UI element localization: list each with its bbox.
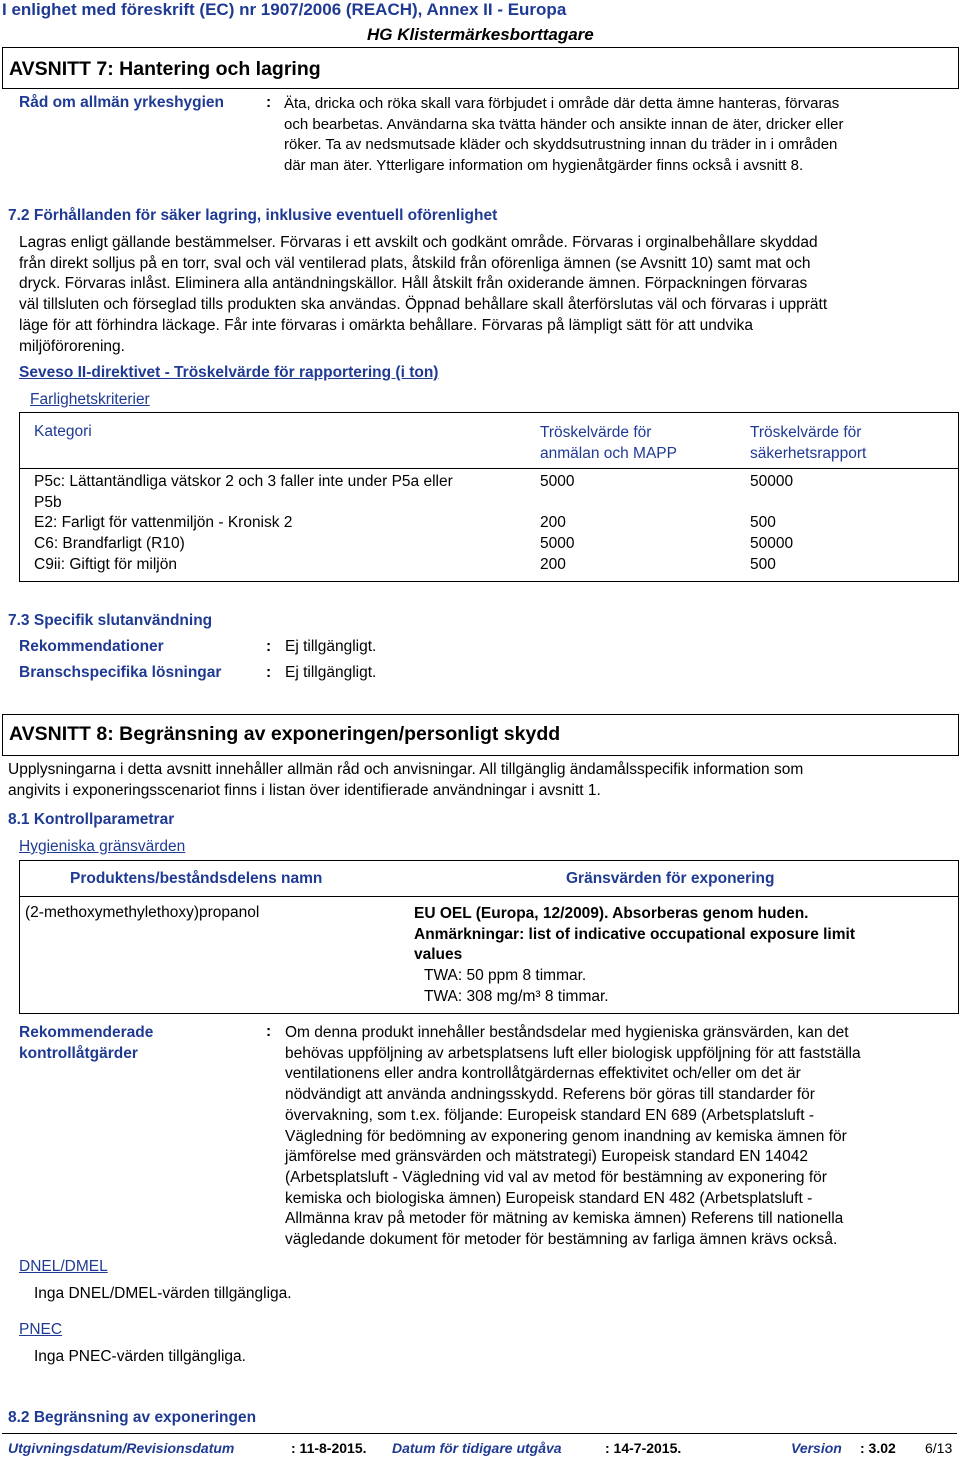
table-row: C9ii: Giftigt för miljön [34, 555, 177, 573]
footer-issue-label: Utgivningsdatum/Revisionsdatum [8, 1440, 235, 1456]
product-name: HG Klistermärkesborttagare [367, 25, 594, 44]
branch-value: Ej tillgängligt. [285, 664, 377, 681]
branch-colon: : [266, 664, 272, 681]
seveso-table [19, 412, 959, 582]
recommendations-colon: : [266, 638, 272, 655]
s81-title: 8.1 Kontrollparametrar [8, 811, 175, 828]
controls-colon: : [266, 1023, 272, 1040]
dnel-text: Inga DNEL/DMEL-värden tillgängliga. [34, 1285, 292, 1302]
seveso-col-category: Kategori [34, 423, 92, 440]
seveso-col-mapp: Tröskelvärde för anmälan och MAPP [540, 424, 677, 462]
seveso-title: Seveso II-direktivet - Tröskelvärde för rapportering (i ton) [19, 364, 439, 381]
pnec-title: PNEC [19, 1321, 63, 1338]
recommendations-label: Rekommendationer [19, 638, 164, 655]
exposure-limits-table [19, 860, 959, 1014]
s81-subtitle: Hygieniska gränsvärden [19, 838, 186, 855]
recommendations-value: Ej tillgängligt. [285, 638, 377, 655]
footer-prev-value: : 14-7-2015. [605, 1440, 682, 1456]
seveso-header-divider [20, 468, 958, 469]
section7-title: AVSNITT 7: Hantering och lagring [9, 58, 321, 80]
section8-title-box [2, 714, 959, 756]
branch-label: Branschspecifika lösningar [19, 664, 222, 681]
seveso-col-safety: Tröskelvärde för säkerhetsrapport [750, 424, 867, 462]
controls-label: Rekommenderade kontrollåtgärder [19, 1024, 154, 1062]
exposure-col-limits: Gränsvärden för exponering [566, 870, 775, 887]
seveso-mapp-values: 5000 200 5000 200 [540, 473, 575, 573]
exposure-col-name: Produktens/beståndsdelens namn [70, 870, 323, 887]
exposure-limits-values: EU OEL (Europa, 12/2009). Absorberas genom huden. Anmärkningar: list of indicative occupational exposure limit values TWA: 50 ppm 8 timmar. TWA: 308 mg/m³ 8 timmar. [414, 905, 855, 1005]
footer-page-number: 6/13 [925, 1440, 953, 1456]
dnel-title: DNEL/DMEL [19, 1258, 108, 1275]
regulation-header: I enlighet med föreskrift (EC) nr 1907/2006 (REACH), Annex II - Europa [2, 0, 567, 19]
s82-title: 8.2 Begränsning av exponeringen [8, 1409, 257, 1426]
hygiene-text: Äta, dricka och röka skall vara förbjudet i område där detta ämne hanteras, förvaras och bearbetas. Användarna ska tvätta händer och ansikte innan de äter, dricker eller röker. Ta av nedsmutsade kläder och skyddsutrustning innan du träder in i områden där man äter. Ytterligare information om hygienåtgärder finns också i avsnitt 8. [284, 95, 844, 175]
seveso-categories: P5c: Lättantändliga vätskor 2 och 3 faller inte under P5a eller P5b E2: Farligt för vattenmiljön - Kronisk 2 C6: Brandfarligt (R10) C9ii: Giftigt för miljön [34, 472, 453, 576]
hygiene-colon: : [266, 94, 272, 111]
pnec-text: Inga PNEC-värden tillgängliga. [34, 1348, 246, 1365]
substance-name: (2-methoxymethylethoxy)propanol [25, 904, 260, 921]
footer-prev-label: Datum för tidigare utgåva [392, 1440, 562, 1456]
s72-title: 7.2 Förhållanden för säker lagring, inklusive eventuell oförenlighet [8, 207, 498, 224]
seveso-safety-values: 50000 500 50000 500 [750, 473, 794, 573]
footer-version-label: Version [791, 1440, 842, 1456]
footer-issue-value: : 11-8-2015. [291, 1440, 367, 1456]
table-row: E2: Farligt för vattenmiljön - Kronisk 2 [34, 514, 293, 532]
table-row: C6: Brandfarligt (R10) [34, 535, 185, 553]
section7-title-box [2, 47, 959, 89]
seveso-subtitle: Farlighetskriterier [30, 391, 150, 408]
section8-title: AVSNITT 8: Begränsning av exponeringen/personligt skydd [9, 723, 561, 745]
footer-version-value: : 3.02 [860, 1440, 896, 1456]
controls-text: Om denna produkt innehåller beståndsdelar med hygieniska gränsvärden, kan det behövas uppföljning av arbetsplatsens luft eller biologisk uppföljning för att fastställa ventilationens eller andra kontrollåtgärdernas effektivitet och/eller om det är nödvändigt att använda andningsskydd. Referens bör göras till standarder för övervakning, som t.ex. följande: Europeisk standard EN 689 (Arbetsplatsluft - Vägledning för bedömning av exponering genom inandning av kemiska ämnen för jämförelse med gränsvärden och mätstrategi) Europeisk standard EN 14042 (Arbetsplatsluft - Vägledning vid val av metod för bestämning av exponering för kemiska och biologiska ämnen) Europeisk standard EN 482 (Arbetsplatsluft - Allmänna krav på metoder för mätning av kemiska ämnen) Referens till nationella vägledande dokument för metoder för bestämning av farliga ämnen krävs också. [285, 1024, 861, 1249]
exposure-header-divider [20, 896, 958, 897]
s73-title: 7.3 Specifik slutanvändning [8, 612, 213, 629]
table-row: P5c: Lättantändliga vätskor 2 och 3 faller inte under P5a eller [34, 473, 453, 490]
s72-text: Lagras enligt gällande bestämmelser. Förvaras i ett avskilt och godkänt område. Förvaras i orginalbehållare skyddad från direkt solljus på en torr, sval och väl ventilerad plats, åtskild från oförenliga ämnen (se Avsnitt 10) samt mat och dryck. Förvaras inlåst. Eliminera alla antändningskällor. Håll åtskilt från oxiderande ämnen. Förpackningen förvaras väl tillsluten och förseglad tills produkten ska användas. Öppnad behållare skall återförslutas väl och förvaras i upprätt läge för att förhindra läckage. Får inte förvaras i omärkta behållare. Förvaras på lämpligt sätt för att undvika miljöförorening. [19, 234, 828, 355]
hygiene-label: Råd om allmän yrkeshygien [19, 94, 225, 111]
footer-divider [2, 1433, 957, 1434]
section8-intro: Upplysningarna i detta avsnitt innehåller allmän råd och anvisningar. All tillgänglig ändamålsspecifik information som angivits i exponeringsscenariot finns i listan över identifierade användningar i avsnitt 1. [8, 761, 804, 799]
